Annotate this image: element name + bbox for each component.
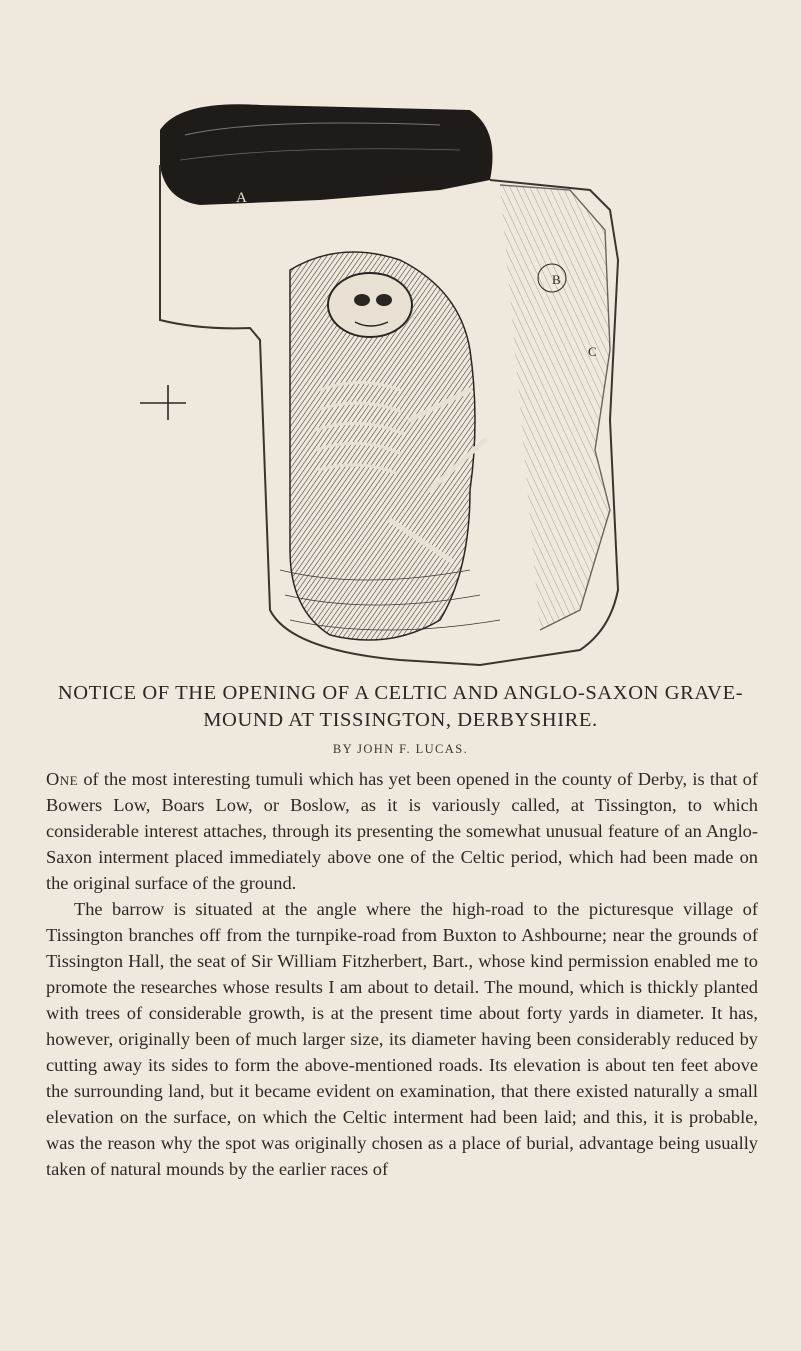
article-byline: BY JOHN F. LUCAS. [332,742,469,756]
paragraph-1-text: of the most interesting tumuli which has yet been opened in the county of Derby, is that of Bowers Low, Boars Low, or Boslow, as it is variously called, at Tissington, to which considerable interest attaches, through its presenting the somewhat unusual feature of an Anglo-Saxon interment placed immediately above one of the Celtic period, which had been made on the original surface of the ground. [46,769,758,893]
paragraph-lead-word: One [46,769,79,789]
figure-label-c: C [588,344,597,359]
figure-label-a: A [236,190,247,206]
article-body [46,766,758,1182]
skeleton-illustration [140,90,660,680]
article-title: NOTICE OF THE OPENING OF A CELTIC AND ANGLO-SAXON GRAVE-MOUND AT TISSINGTON, DERBYSHIRE. [57,682,744,731]
figure-label-b: B [552,272,561,287]
paragraph-1 [46,766,758,896]
paragraph-2: The barrow is situated at the angle where the high-road to the picturesque village of Tissington branches off from the turnpike-road from Buxton to Ashbourne; near the grounds of Tissington Hall, the seat of Sir William Fitzherbert, Bart., whose kind permission enabled me to promote the researches whose results I am about to detail. The mound, which is thickly planted with trees of considerable growth, is at the present time about forty yards in diameter. It has, however, originally been of much larger size, its diameter having been considerably reduced by cutting away its sides to form the above-mentioned roads. Its elevation is about ten feet above the surrounding land, but it became evident on examination, that there existed naturally a small elevation on the surface, on which the Celtic interment had been laid; and this, it is probable, was the reason why the spot was originally chosen as a place of burial, advantage being usually taken of natural mounds by the earlier races of [46,899,758,1179]
arrow-left-icon [140,385,186,420]
stone-slab-shape [160,104,493,205]
skull-shape [328,273,412,337]
grave-engraving [140,90,660,680]
